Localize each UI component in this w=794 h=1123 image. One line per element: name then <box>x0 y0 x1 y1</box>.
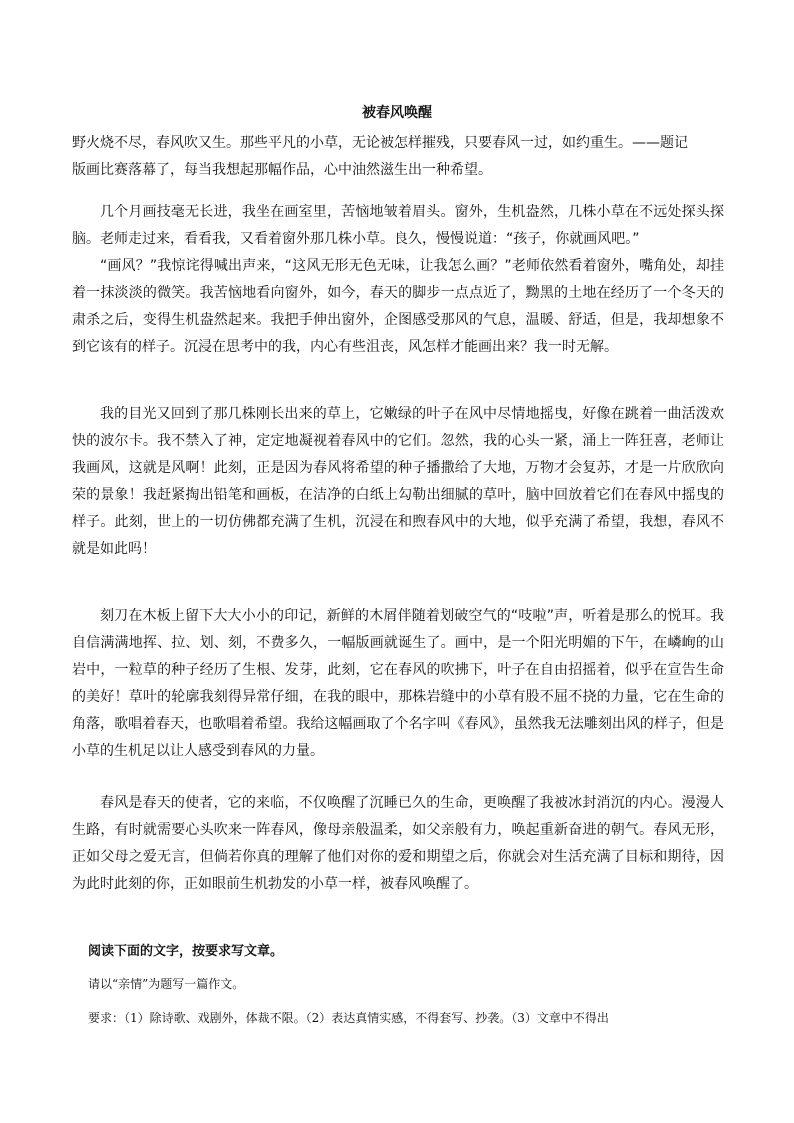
essay-paragraph: 刻刀在木板上留下大大小小的印记，新鲜的木屑伴随着划破空气的“吱啦”声，听着是那么的悦耳。我自信满满地挥、拉、划、刻，不费多久，一幅版画就诞生了。画中，是一个阳光明媚的下午，在嶙峋的山岩中，一粒草的种子经历了生根、发芽，此刻，它在春风的吹拂下，叶子在自由招摇着，似乎在宣告生命的美好！草叶的轮廓我刻得异常仔细，在我的眼中，那株岩缝中的小草有股不屈不挠的力量，它在生命的角落，歌唱着春天，也歌唱着希望。我给这幅画取了个名字叫《春风》，虽然我无法雕刻出风的样子，但是小草的生机足以让人感受到春风的力量。 <box>72 608 724 759</box>
question-requirements: 要求：（1）除诗歌、戏剧外，体裁不限。（2）表达真情实感，不得套写、抄袭。（3）文章中不得出 <box>88 1011 609 1025</box>
essay-epigraph: 野火烧不尽，春风吹又生。那些平凡的小草，无论被怎样摧残，只要春风一过，如约重生。——题记 <box>72 135 688 151</box>
essay-paragraph: 版画比赛落幕了，每当我想起那幅作品，心中油然滋生出一种希望。 <box>72 162 492 178</box>
essay-title: 被春风唤醒 <box>362 105 432 121</box>
question-heading: 阅读下面的文字，按要求写文章。 <box>88 944 284 959</box>
essay-paragraph: 我的目光又回到了那几株刚长出来的草上，它嫩绿的叶子在风中尽情地摇曳，好像在跳着一曲活泼欢快的波尔卡。我不禁入了神，定定地凝视着春风中的它们。忽然，我的心头一紧，涌上一阵狂喜，老师让我画风，这就是风啊！此刻，正是因为春风将希望的种子播撒给了大地，万物才会复苏，才是一片欣欣向荣的景象！我赶紧掏出铅笔和画板，在洁净的白纸上勾勒出细腻的草叶，脑中回放着它们在春风中摇曳的样子。此刻，世上的一切仿佛都充满了生机，沉浸在和煦春风中的大地，似乎充满了希望，我想，春风不就是如此吗！ <box>72 406 724 557</box>
essay-paragraph: 几个月画技毫无长进，我坐在画室里，苦恼地皱着眉头。窗外，生机盎然，几株小草在不远处探头探脑。老师走过来，看看我，又看着窗外那几株小草。良久，慢慢说道：“孩子，你就画风吧。” <box>72 204 724 247</box>
essay-paragraph: “画风？”我惊诧得喊出声来，“这风无形无色无味，让我怎么画？”老师依然看着窗外，嘴角处，却挂着一抹淡淡的微笑。我苦恼地看向窗外，如今，春天的脚步一点点近了，黝黑的土地在经历了一个冬天的肃杀之后，变得生机盎然起来。我把手伸出窗外，企图感受那风的气息，温暖、舒适，但是，我却想象不到它该有的样子。沉浸在思考中的我，内心有些沮丧，风怎样才能画出来？我一时无解。 <box>72 258 724 355</box>
essay-paragraph: 春风是春天的使者，它的来临，不仅唤醒了沉睡已久的生命，更唤醒了我被冰封消沉的内心。漫漫人生路，有时就需要心头吹来一阵春风，像母亲般温柔，如父亲般有力，唤起重新奋进的朝气。春风无形，正如父母之爱无言，但倘若你真的理解了他们对你的爱和期望之后，你就会对生活充满了目标和期待，因为此时此刻的你，正如眼前生机勃发的小草一样，被春风唤醒了。 <box>72 795 724 892</box>
question-task: 请以“亲情”为题写一篇作文。 <box>88 977 245 991</box>
